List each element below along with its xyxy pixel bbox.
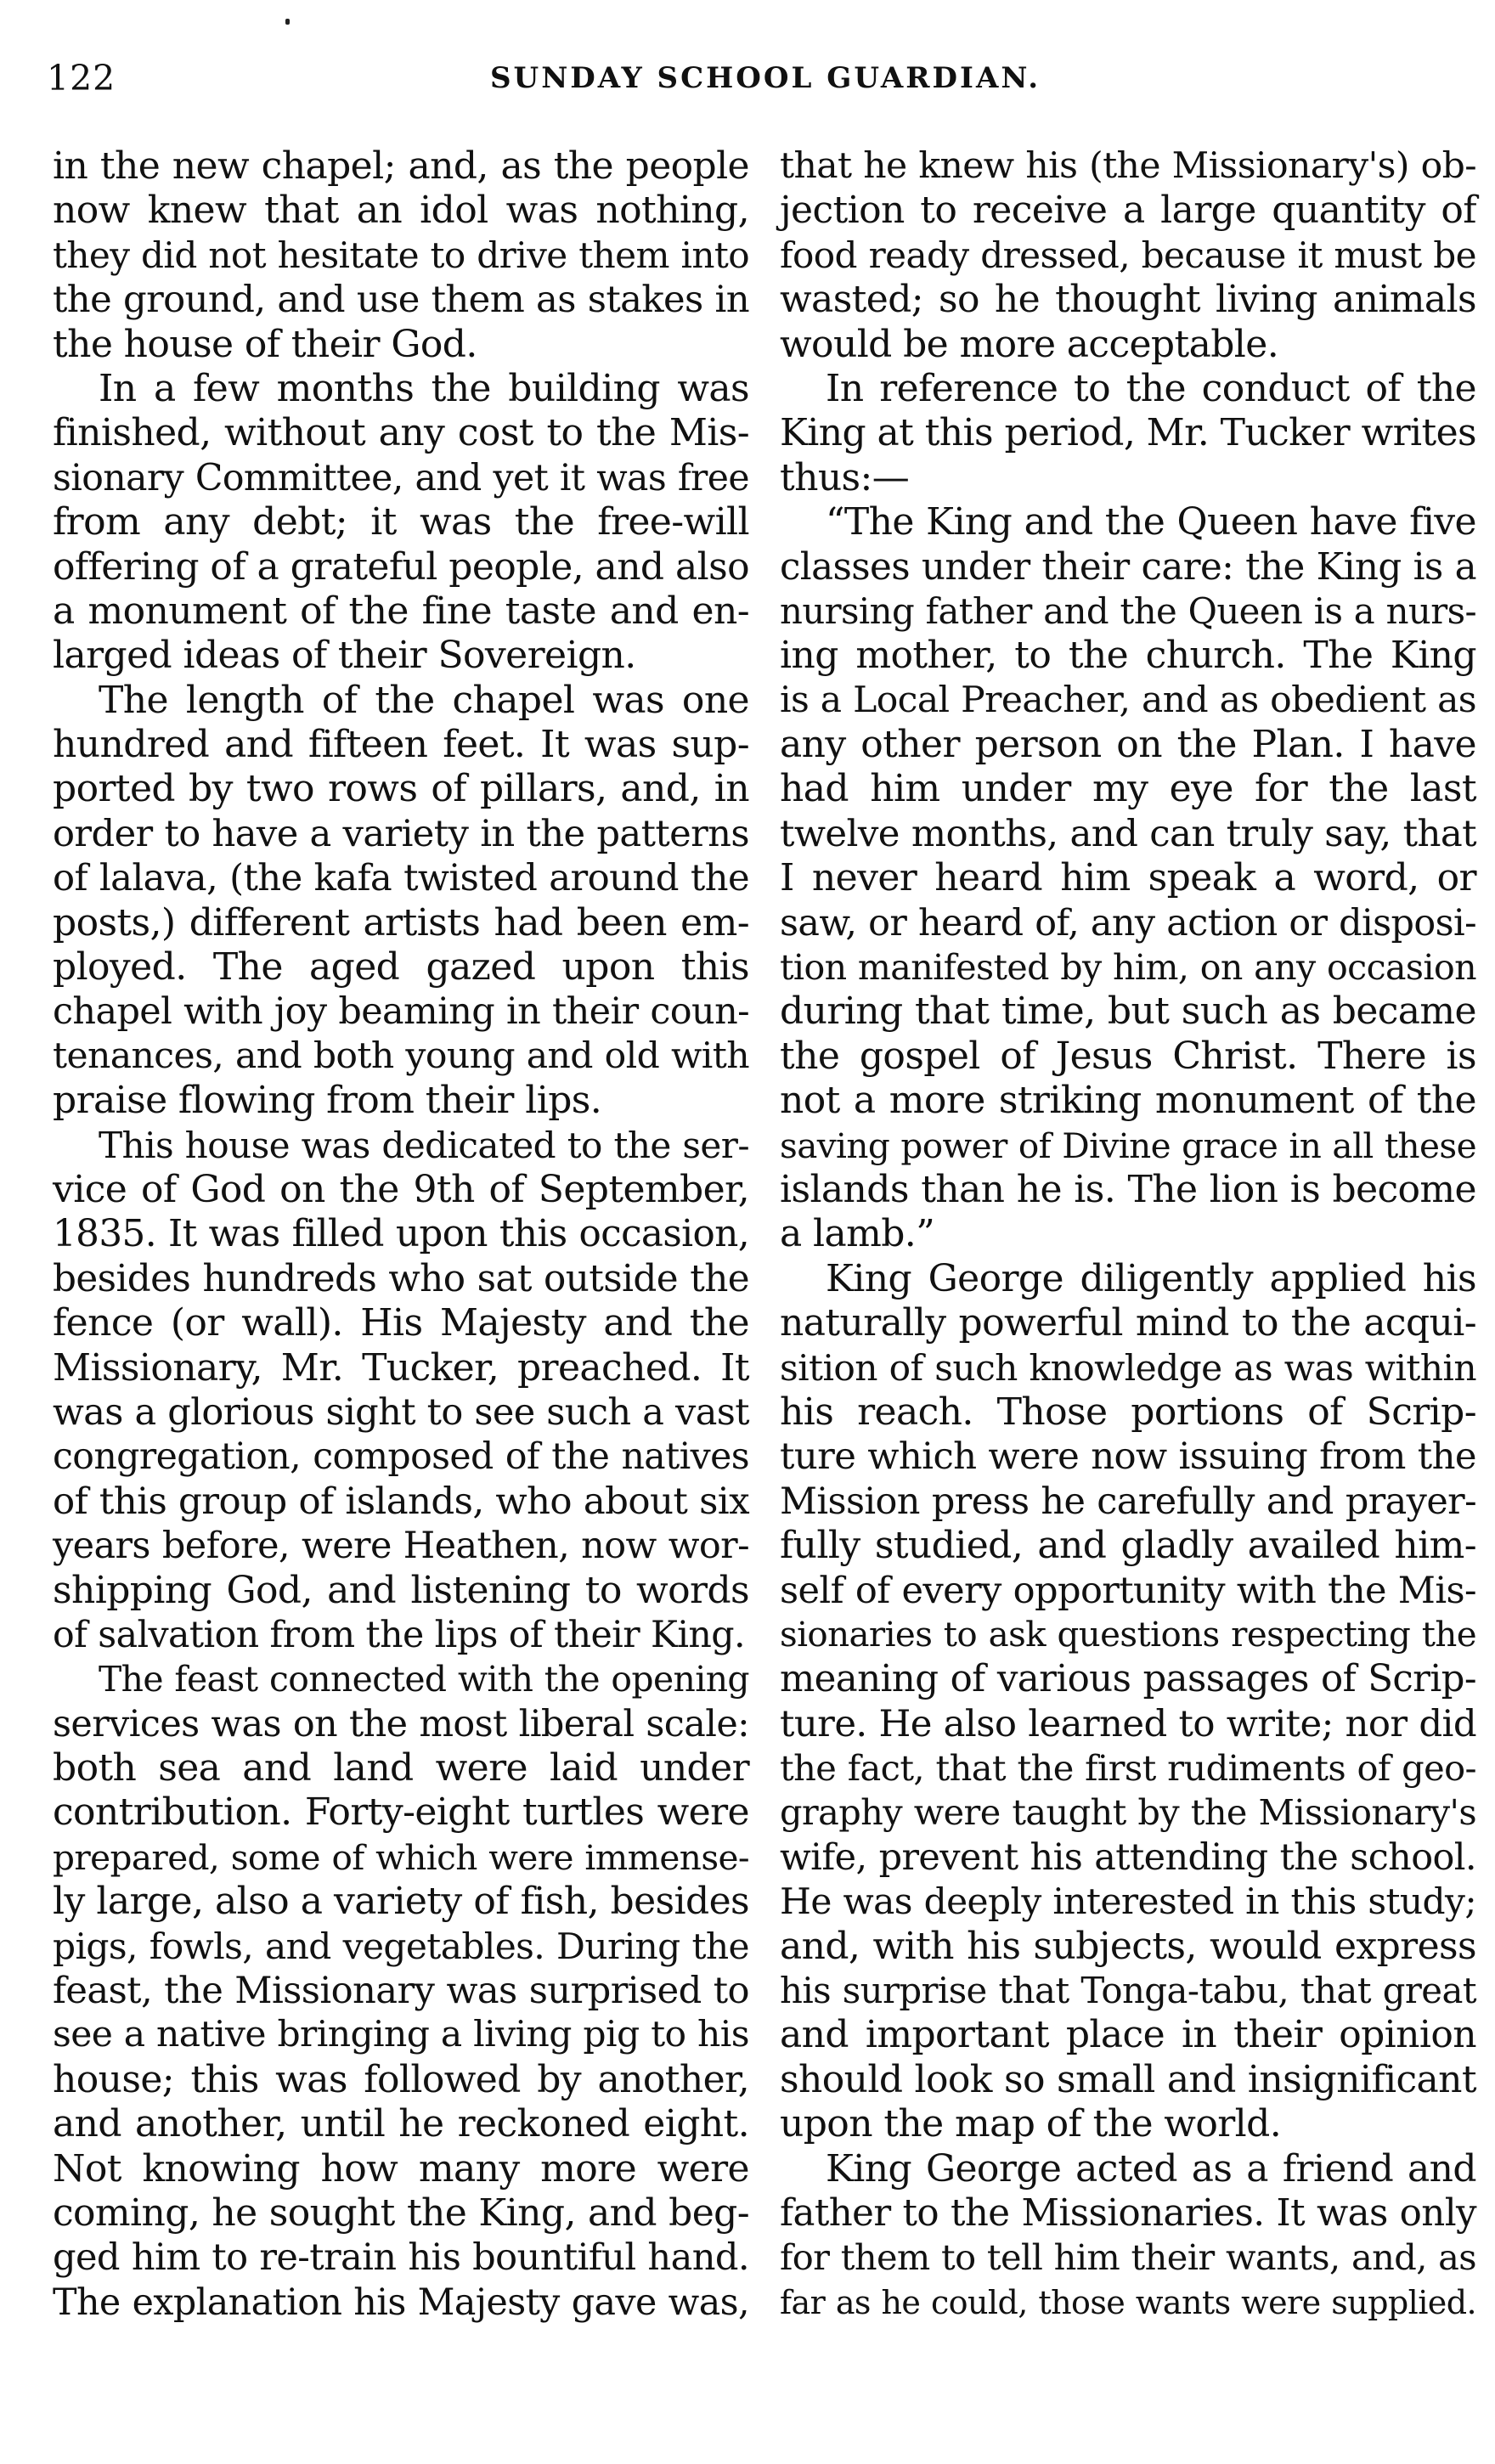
text-line: 1835. It was filled upon this occasion, — [53, 1212, 749, 1256]
text-line: prepared, some of which were immense- — [53, 1836, 749, 1878]
text-line: Mission press he carefully and prayer- — [780, 1480, 1476, 1523]
text-line: food ready dressed, because it must be — [780, 234, 1476, 276]
text-line: father to the Missionaries. It was only — [780, 2191, 1476, 2235]
text-line: self of every opportunity with the Mis- — [780, 1569, 1476, 1612]
text-line: and important place in their opinion — [780, 2013, 1476, 2057]
text-line: fence (or wall). His Majesty and the — [53, 1301, 749, 1345]
text-line: saving power of Divine grace in all these — [780, 1125, 1476, 1166]
running-title: SUNDAY SCHOOL GUARDIAN. — [490, 61, 1041, 95]
text-line: now knew that an idol was nothing, — [53, 189, 749, 233]
text-line: islands than he is. The lion is become — [780, 1167, 1476, 1211]
text-line: hundred and fifteen feet. It was sup- — [53, 723, 749, 767]
text-line: jection to receive a large quantity of — [780, 189, 1476, 233]
text-line: The explanation his Majesty gave was, — [53, 2281, 749, 2324]
text-line: ported by two rows of pillars, and, in — [53, 767, 749, 811]
text-line: besides hundreds who sat outside the — [53, 1256, 749, 1300]
text-line: his surprise that Tonga-tabu, that great — [780, 1970, 1476, 2012]
text-line: twelve months, and can truly say, that — [780, 812, 1476, 855]
text-line: years before, were Heathen, now wor- — [53, 1525, 749, 1568]
text-line: should look so small and insignificant — [780, 2057, 1476, 2101]
text-line: chapel with joy beaming in their coun- — [53, 990, 749, 1034]
text-line: the fact, that the first rudiments of geo- — [780, 1747, 1476, 1790]
text-line: and another, until he reckoned eight. — [53, 2102, 749, 2146]
left-column — [53, 144, 749, 2325]
text-line: King at this period, Mr. Tucker writes — [780, 411, 1476, 455]
text-line: In reference to the conduct of the — [826, 366, 1476, 410]
text-line: during that time, but such as became — [780, 990, 1476, 1034]
text-line: feast, the Missionary was surprised to — [53, 1970, 749, 2013]
text-line: any other person on the Plan. I have — [780, 723, 1476, 767]
text-line: far as he could, those wants were supplied. — [780, 2283, 1476, 2321]
text-line: both sea and land were laid under — [53, 1746, 749, 1790]
text-line: nursing father and the Queen is a nurs- — [780, 589, 1476, 632]
text-line: thus:— — [780, 455, 910, 499]
text-line: a lamb.” — [780, 1212, 935, 1256]
text-line: a monument of the fine taste and en- — [53, 589, 749, 633]
text-line: sionaries to ask questions respecting the — [780, 1614, 1476, 1655]
text-line: not a more striking monument of the — [780, 1079, 1476, 1123]
text-line: ture which were now issuing from the — [780, 1435, 1476, 1479]
text-line: Not knowing how many more were — [53, 2146, 749, 2191]
text-line: would be more acceptable. — [780, 322, 1279, 366]
text-line: pigs, fowls, and vegetables. During the — [53, 1925, 749, 1967]
text-line: tenances, and both young and old with — [53, 1035, 749, 1077]
text-line: ture. He also learned to write; nor did — [780, 1702, 1476, 1745]
text-line: In a few months the building was — [99, 366, 749, 410]
text-line: is a Local Preacher, and as obedient as — [780, 679, 1476, 721]
text-line: ployed. The aged gazed upon this — [53, 945, 749, 990]
text-line: ged him to re-train his bountiful hand. — [53, 2236, 749, 2280]
text-line: order to have a variety in the patterns — [53, 812, 749, 855]
ink-speck — [285, 19, 290, 25]
text-line: larged ideas of their Sovereign. — [53, 634, 636, 678]
text-line: vice of God on the 9th of September, — [53, 1167, 749, 1211]
page-header — [47, 53, 1448, 104]
text-line: of lalava, (the kafa twisted around the — [53, 857, 749, 900]
text-line: his reach. Those portions of Scrip- — [780, 1390, 1476, 1434]
right-column — [780, 144, 1476, 2325]
text-line: praise flowing from their lips. — [53, 1079, 602, 1123]
text-line: King George diligently applied his — [826, 1256, 1476, 1300]
text-line: services was on the most liberal scale: — [53, 1702, 749, 1745]
text-line: finished, without any cost to the Mis- — [53, 411, 749, 455]
text-line: was a glorious sight to see such a vast — [53, 1390, 749, 1434]
text-line: the house of their God. — [53, 322, 477, 366]
text-line: naturally powerful mind to the acqui- — [780, 1301, 1476, 1345]
text-line: posts,) different artists had been em- — [53, 900, 749, 944]
text-line: I never heard him speak a word, or — [780, 856, 1476, 900]
text-line: coming, he sought the King, and beg- — [53, 2191, 749, 2235]
text-line: saw, or heard of, any action or disposi- — [780, 901, 1476, 944]
text-line: meaning of various passages of Scrip- — [780, 1658, 1476, 1701]
text-line: This house was dedicated to the ser- — [99, 1124, 749, 1166]
text-line: had him under my eye for the last — [780, 767, 1476, 811]
text-line: see a native bringing a living pig to his — [53, 2014, 749, 2056]
page-number: 122 — [47, 58, 116, 99]
text-line: sition of such knowledge as was within — [780, 1346, 1476, 1389]
text-line: in the new chapel; and, as the people — [53, 144, 749, 188]
text-line: of this group of islands, who about six — [53, 1480, 749, 1523]
text-line: King George acted as a friend and — [826, 2146, 1476, 2191]
text-line: wife, prevent his attending the school. — [780, 1835, 1476, 1879]
text-line: graphy were taught by the Missionary's — [780, 1792, 1476, 1834]
text-line: sionary Committee, and yet it was free — [53, 456, 749, 499]
text-line: tion manifested by him, on any occasion — [780, 947, 1476, 989]
text-line: the gospel of Jesus Christ. There is — [780, 1034, 1476, 1078]
text-line: ing mother, to the church. The King — [780, 634, 1476, 678]
text-line: He was deeply interested in this study; — [780, 1880, 1476, 1923]
text-line: congregation, composed of the natives — [53, 1435, 749, 1479]
text-line: upon the map of the world. — [780, 2102, 1282, 2146]
text-line: the ground, and use them as stakes in — [53, 279, 749, 322]
text-line: shipping God, and listening to words — [53, 1568, 749, 1612]
text-line: contribution. Forty-eight turtles were — [53, 1790, 749, 1835]
text-line: wasted; so he thought living animals — [780, 278, 1476, 322]
text-line: house; this was followed by another, — [53, 2057, 749, 2101]
text-line: of salvation from the lips of their King. — [53, 1613, 745, 1656]
text-line: classes under their care: the King is a — [780, 545, 1476, 589]
text-line: The length of the chapel was one — [99, 678, 749, 722]
text-line: Missionary, Mr. Tucker, preached. It — [53, 1345, 749, 1390]
text-line: and, with his subjects, would express — [780, 1924, 1476, 1968]
text-line: The feast connected with the opening — [99, 1659, 749, 1700]
text-line: from any debt; it was the free-will — [53, 500, 749, 544]
text-line: “The King and the Queen have five — [826, 500, 1476, 544]
text-line: that he knew his (the Missionary's) ob- — [780, 145, 1476, 187]
text-line: for them to tell him their wants, and, as — [780, 2236, 1476, 2279]
text-line: fully studied, and gladly availed him- — [780, 1524, 1476, 1568]
text-line: they did not hesitate to drive them into — [53, 234, 749, 276]
text-line: ly large, also a variety of fish, besides — [53, 1880, 749, 1924]
text-line: offering of a grateful people, and also — [53, 544, 749, 589]
